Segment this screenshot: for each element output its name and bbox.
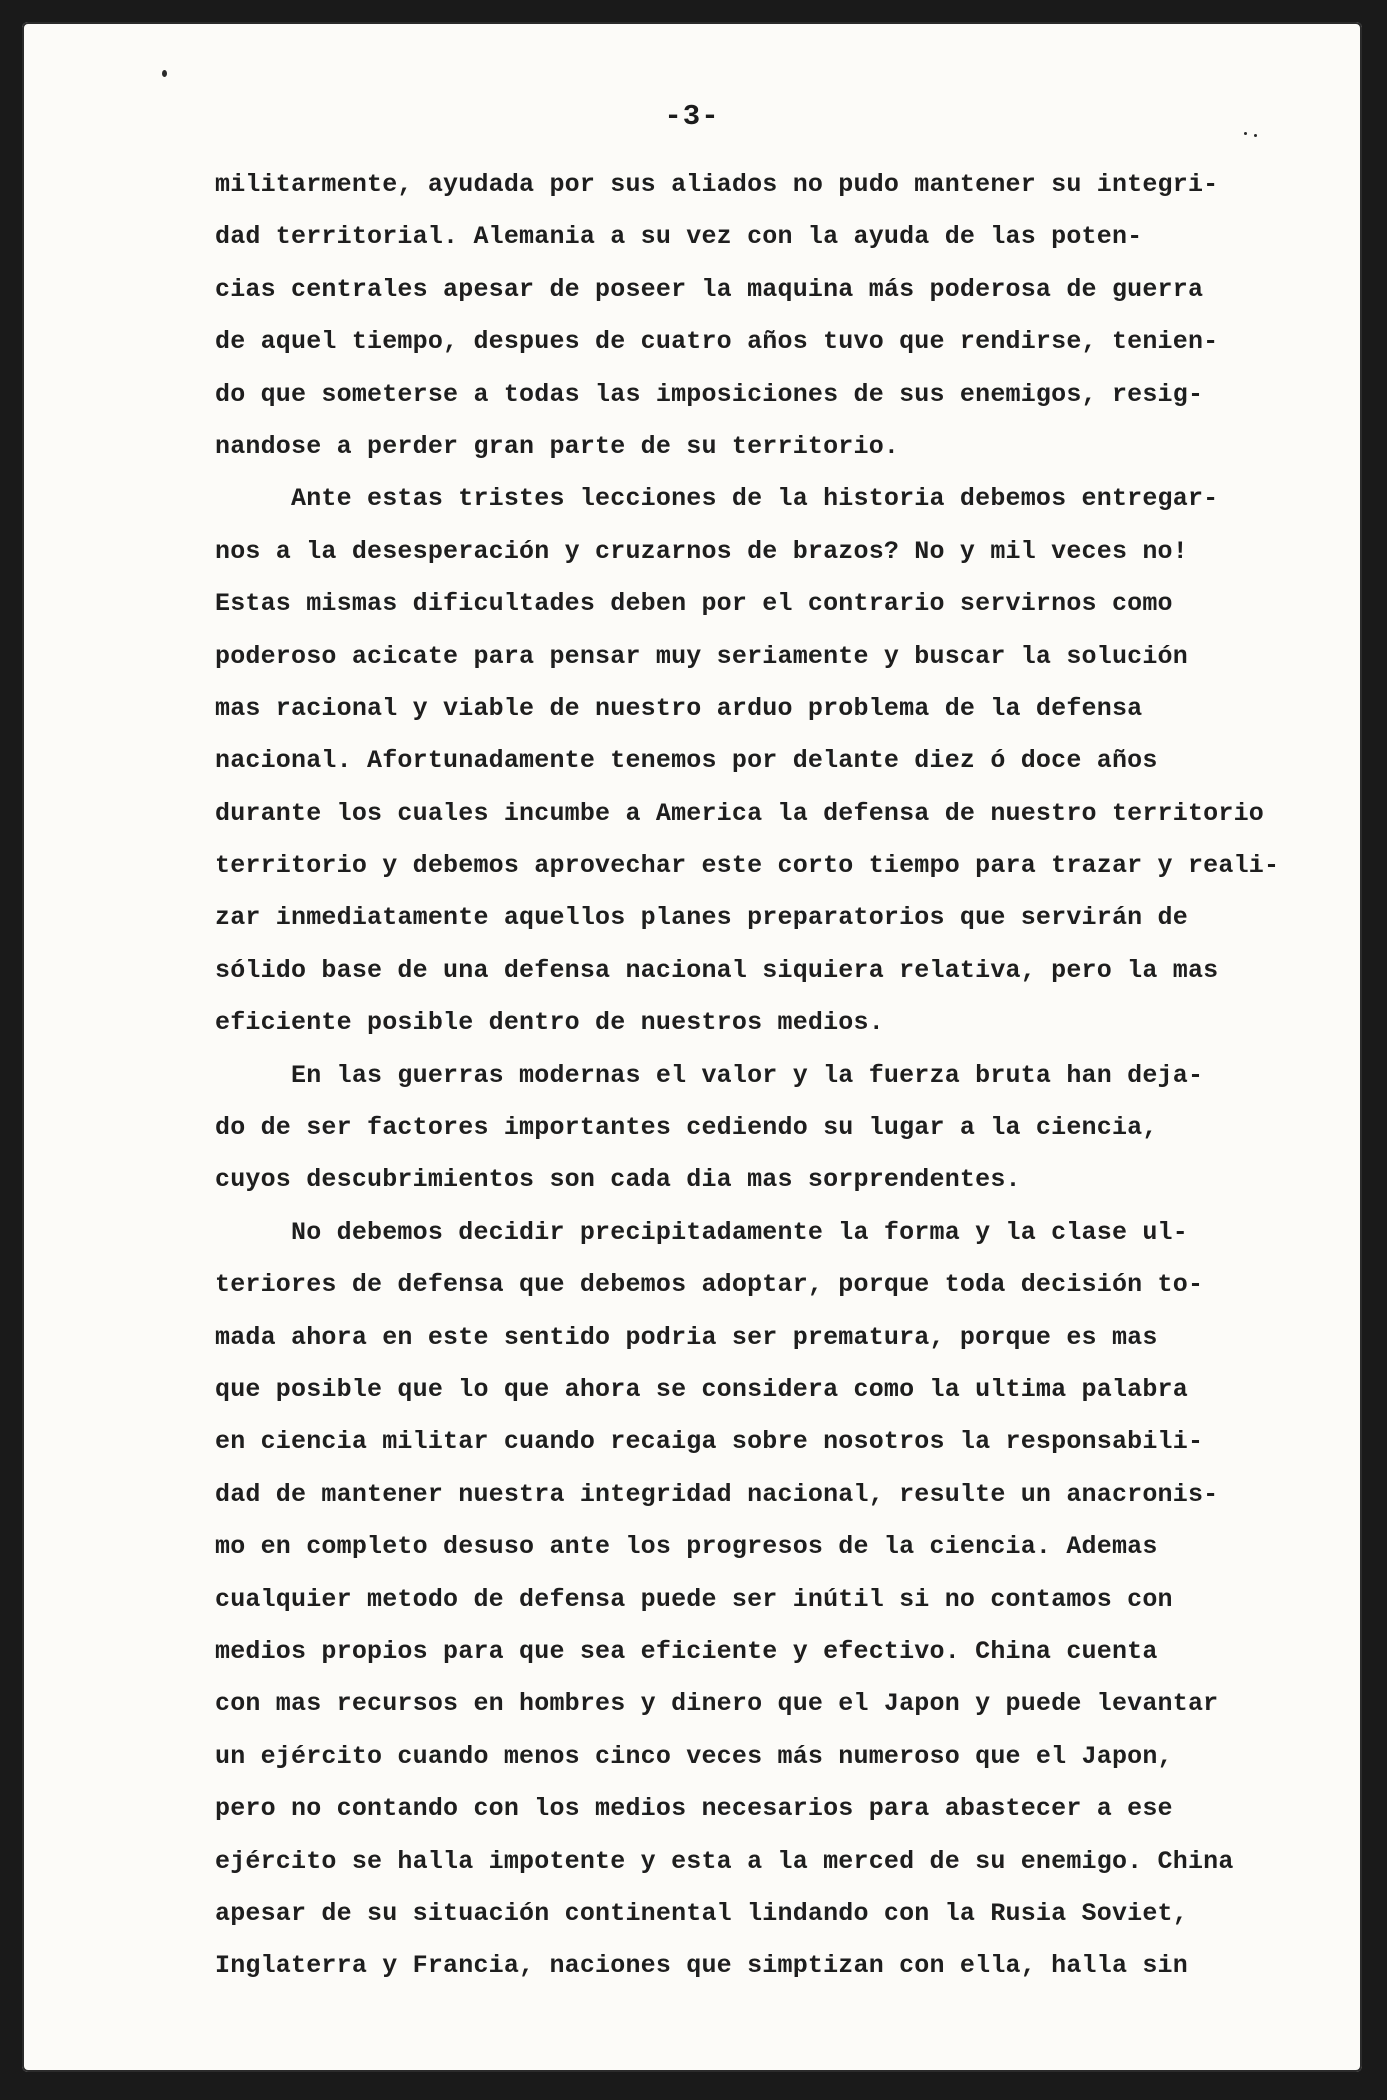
text-line: con mas recursos en hombres y dinero que el Japon y puede levantar: [215, 1689, 1219, 1719]
text-line: mada ahora en este sentido podria ser prematura, porque es mas: [215, 1322, 1158, 1352]
text-line: medios propios para que sea eficiente y efectivo. China cuenta: [215, 1636, 1158, 1666]
text-line: cuyos descubrimientos son cada dia mas sorprendentes.: [215, 1165, 1021, 1195]
text-line: que posible que lo que ahora se considera como la ultima palabra: [215, 1374, 1188, 1404]
text-line: nandose a perder gran parte de su territorio.: [215, 431, 900, 461]
text-line: zar inmediatamente aquellos planes preparatorios que servirán de: [215, 903, 1188, 933]
ink-speck: [1254, 134, 1257, 137]
text-line: En las guerras modernas el valor y la fuerza bruta han deja-: [215, 1060, 1204, 1090]
page-number: -3-: [664, 100, 720, 133]
text-line: de aquel tiempo, despues de cuatro años tuvo que rendirse, tenien-: [215, 327, 1219, 357]
text-line: un ejército cuando menos cinco veces más numeroso que el Japon,: [215, 1741, 1173, 1771]
text-line: dad de mantener nuestra integridad nacional, resulte un anacronis-: [215, 1479, 1219, 1509]
ink-speck: [162, 70, 167, 77]
text-line: apesar de su situación continental lindando con la Rusia Soviet,: [215, 1898, 1188, 1928]
text-line: durante los cuales incumbe a America la defensa de nuestro territorio: [215, 798, 1264, 828]
text-line: militarmente, ayudada por sus aliados no pudo mantener su integri-: [215, 170, 1219, 199]
text-line: ejército se halla impotente y esta a la merced de su enemigo. China: [215, 1846, 1234, 1876]
text-line: Inglaterra y Francia, naciones que simptizan con ella, halla sin: [215, 1951, 1188, 1981]
text-line: poderoso acicate para pensar muy seriamente y buscar la solución: [215, 641, 1188, 671]
text-line: No debemos decidir precipitadamente la forma y la clase ul-: [215, 1217, 1188, 1247]
typewritten-body: [215, 159, 1295, 1993]
text-line: Estas mismas dificultades deben por el contrario servirnos como: [215, 589, 1173, 619]
text-line: mo en completo desuso ante los progresos de la ciencia. Ademas: [215, 1532, 1158, 1562]
text-line: nos a la desesperación y cruzarnos de brazos? No y mil veces no!: [215, 536, 1188, 566]
text-line: dad territorial. Alemania a su vez con la ayuda de las poten-: [215, 222, 1143, 252]
text-line: Ante estas tristes lecciones de la historia debemos entregar-: [215, 484, 1219, 514]
text-line: do de ser factores importantes cediendo su lugar a la ciencia,: [215, 1113, 1158, 1143]
text-line: eficiente posible dentro de nuestros medios.: [215, 1008, 884, 1038]
text-line: nacional. Afortunadamente tenemos por delante diez ó doce años: [215, 746, 1158, 776]
text-line: sólido base de una defensa nacional siquiera relativa, pero la mas: [215, 955, 1219, 985]
text-line: pero no contando con los medios necesarios para abastecer a ese: [215, 1794, 1173, 1824]
text-line: do que someterse a todas las imposiciones de sus enemigos, resig-: [215, 379, 1204, 409]
text-line: cualquier metodo de defensa puede ser inútil si no contamos con: [215, 1584, 1173, 1614]
text-line: mas racional y viable de nuestro arduo problema de la defensa: [215, 693, 1143, 723]
text-line: teriores de defensa que debemos adoptar, porque toda decisión to-: [215, 1270, 1204, 1300]
text-line: territorio y debemos aprovechar este corto tiempo para trazar y reali-: [215, 851, 1280, 881]
text-line: en ciencia militar cuando recaiga sobre nosotros la responsabili-: [215, 1427, 1204, 1457]
text-line: cias centrales apesar de poseer la maquina más poderosa de guerra: [215, 274, 1204, 304]
document-page: [22, 22, 1362, 2072]
